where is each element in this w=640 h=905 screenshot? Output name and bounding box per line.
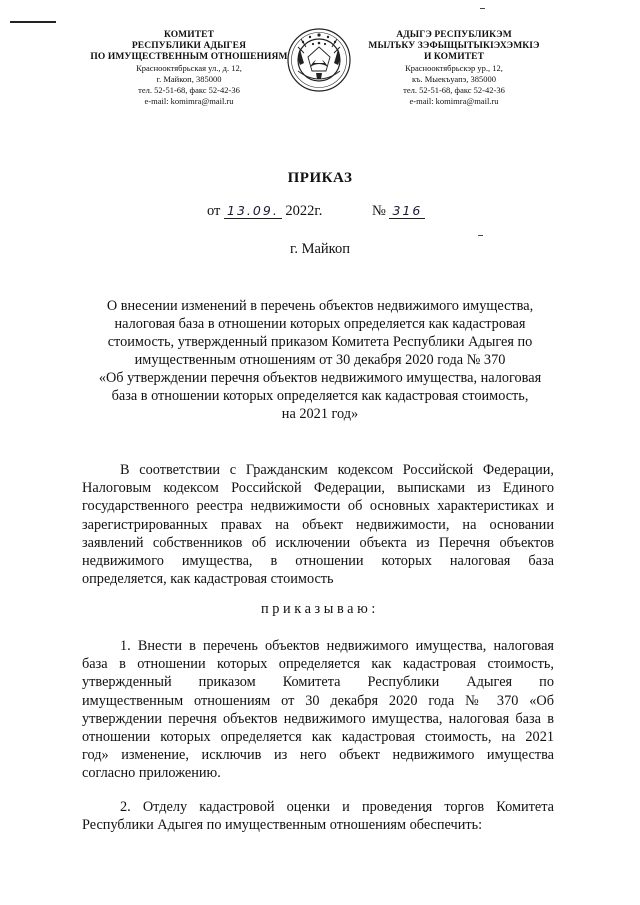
coat-of-arms-icon: [286, 27, 352, 93]
org-name-line: КОМИТЕТ: [163, 30, 215, 40]
city-line: г. Майкоп: [290, 241, 350, 257]
handwritten-date: 13.09.: [224, 203, 282, 219]
header-left: [84, 30, 294, 107]
paragraph-line: зарегистрированных правах на объект недвижимости, на основании: [82, 516, 554, 533]
date-prefix: от: [207, 203, 221, 219]
subject-line: на 2021 год»: [281, 406, 359, 422]
date-year: 2022г.: [285, 203, 323, 219]
address-line: г. Майкоп, 385000: [156, 74, 222, 84]
handwritten-number: 316: [389, 203, 425, 219]
subject-line: «Об утверждении перечня объектов недвижимого имущества, налоговая: [98, 370, 542, 386]
paragraph-line: отношении которых определяется как кадастровая стоимость, на 2021: [82, 729, 554, 746]
paragraph-line: утверждении перечня объектов недвижимого имущества, налоговая база в: [82, 710, 554, 727]
paragraph-line: В соответствии с Гражданским кодексом Российской Федерации,: [120, 462, 554, 478]
org-name-line: РЕСПУБЛИКИ АДЫГЕЯ: [131, 41, 247, 51]
paragraph-line: Республики Адыгея по имущественным отношениям обеспечить:: [82, 817, 483, 834]
paragraph-line: определяется, как кадастровая стоимость: [82, 571, 334, 588]
paragraph-line: заявлений собственников об исключении объекта из Перечня объектов: [82, 534, 554, 551]
phone-line: тел. 52-51-68, факс 52-42-36: [138, 85, 240, 95]
org-name-line: ПО ИМУЩЕСТВЕННЫМ ОТНОШЕНИЯМ: [90, 52, 288, 62]
phone-line: тел. 52-51-68, факс 52-42-36: [403, 85, 505, 95]
paragraph-line: утвержденный приказом Комитета Республики Адыгея по: [82, 674, 554, 691]
order-directive-word: приказываю:: [261, 601, 379, 617]
margin-mark: [10, 21, 56, 23]
email-line: e-mail: komimra@mail.ru: [144, 96, 234, 106]
subject-line: имущественным отношениям от 30 декабря 2020 года № 370: [134, 352, 506, 368]
scan-speck: [478, 235, 483, 236]
paragraph-line: государственного реестра недвижимости об основных характеристиках и: [82, 498, 554, 515]
document-title: ПРИКАЗ: [287, 170, 353, 186]
address-line: Краснооктябрьская ул., д. 12,: [136, 63, 242, 73]
email-line: e-mail: komimra@mail.ru: [409, 96, 499, 106]
order-subject: [70, 297, 570, 423]
paragraph-line: год» изменение, исключив из него объект недвижимого имущества: [82, 747, 554, 764]
order-item-1: [82, 637, 554, 783]
org-name-line: АДЫГЭ РЕСПУБЛИКЭМ: [396, 30, 512, 40]
header-right: [356, 30, 552, 107]
address-line: Краснооктябрьскэр ур., 12,: [405, 63, 503, 73]
paragraph-line: 1. Внести в перечень объектов недвижимого имущества, налоговая: [120, 638, 554, 654]
paragraph-line: имущественным отношениям от 30 декабря 2020 года № 370 «Об: [82, 692, 554, 709]
address-line: къ. Мыекъуапэ, 385000: [411, 74, 497, 84]
preamble-paragraph: [82, 461, 554, 588]
subject-line: база в отношении которых определяется как кадастровая стоимость,: [111, 388, 529, 404]
order-number: [372, 203, 425, 220]
number-sign: №: [372, 203, 386, 219]
paragraph-line: Налоговым кодексом Российской Федерации, выписками из Единого: [82, 480, 554, 497]
subject-line: стоимость, утвержденный приказом Комитета Республики Адыгея по: [107, 334, 533, 350]
org-name-line: И КОМИТЕТ: [423, 52, 485, 62]
subject-line: О внесении изменений в перечень объектов недвижимого имущества,: [106, 298, 534, 314]
paragraph-line: 2. Отделу кадастровой оценки и проведения торгов Комитета: [120, 799, 554, 815]
org-name-line: МЫЛЪКУ ЗЭФЫЩЫТЫКІЭХЭМКІЭ: [368, 41, 540, 51]
order-date: [207, 203, 322, 220]
paragraph-line: база в отношении которых определяется как кадастровая стоимость,: [82, 656, 554, 673]
scan-speck: [480, 8, 485, 9]
paragraph-line: согласно приложению.: [82, 765, 221, 782]
paragraph-line: недвижимого имущества, в отношении которых налоговая база: [82, 553, 554, 570]
order-item-2: [82, 798, 554, 834]
subject-line: налоговая база в отношении которых определяется как кадастровая: [114, 316, 526, 332]
